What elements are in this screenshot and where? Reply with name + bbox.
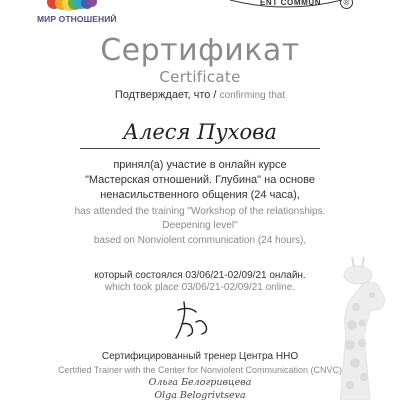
- body-ru-line-3: ненасильственного общения (24 часа),: [100, 189, 300, 201]
- trainer-name-en: Olga Belogrivtseva: [154, 390, 246, 401]
- title-ru: Сертификат: [100, 33, 300, 68]
- confirms-line: [0, 89, 400, 101]
- body-ru-line-2: "Мастерская отношений. Глубина" на основе: [84, 174, 316, 186]
- title-en: Certificate: [159, 68, 241, 86]
- recipient-name: Алеся Пухова: [123, 120, 277, 144]
- trainer-name-ru: Ольга Белогривцева: [148, 377, 252, 388]
- body-en-line-1: has attended the training "Workshop of the relationships.: [74, 206, 326, 217]
- trainer-title-ru: Сертифицированный тренер Центра ННО: [101, 351, 299, 362]
- confirms-ru: Подтверждает, что /: [114, 89, 217, 101]
- seal-text: ENT COMMUN: [260, 0, 322, 7]
- date-ru: который состоялся 03/06/21-02/09/21 онлайн.: [94, 270, 306, 281]
- date-en: which took place 03/06/21-02/09/21 online.: [104, 282, 296, 293]
- name-underline: [80, 148, 320, 149]
- flower-logo-icon: [37, 0, 107, 12]
- trainer-title-en: Certified Trainer with the Center for Nonviolent Communication (CNVC): [57, 365, 343, 375]
- body-en-line-2: Deepening level": [162, 220, 238, 231]
- registered-mark: ®: [340, 0, 353, 9]
- body-en-line-3: based on Nonviolent communication (24 hours),: [93, 235, 307, 246]
- body-ru-line-1: принял(а) участие в онлайн курсе: [113, 159, 287, 171]
- signature-icon: [170, 300, 214, 342]
- logo-text: МИР ОТНОШЕНИЙ: [37, 14, 117, 24]
- seal-icon: [226, 0, 346, 12]
- confirms-en: confirming that: [219, 90, 286, 101]
